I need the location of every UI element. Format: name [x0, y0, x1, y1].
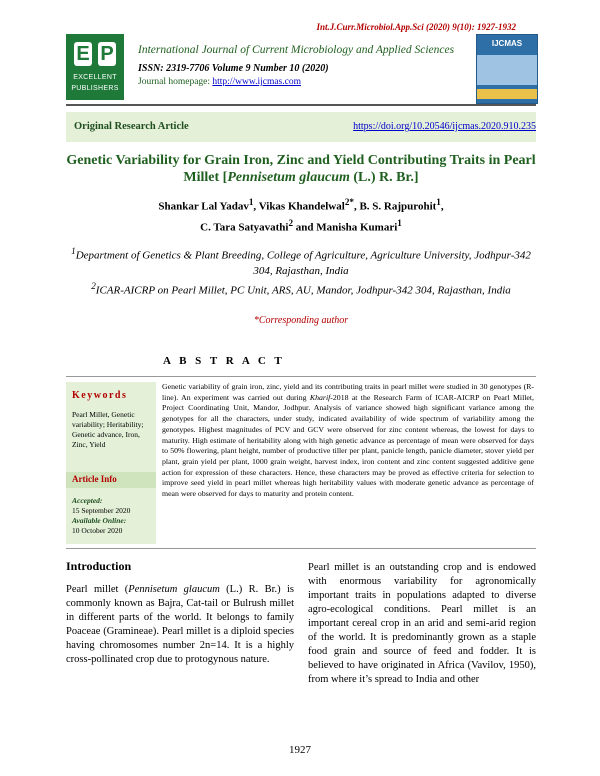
- logo-text-publishers: PUBLISHERS: [71, 85, 119, 92]
- cover-title: IJCMAS: [491, 39, 523, 48]
- title-part2: (L.) R. Br.]: [349, 170, 419, 185]
- abstract-text: [162, 382, 534, 544]
- left-text-b: (L.) R. Br.) is commonly known as Bajra, Cat-tail or Bulrush millet in different parts of the world. It belongs to family Poaceae (Gramineae). Pearl millet is a diploid species having chromosomes number 2n=14. It is a highly cross-pollinated crop due to protogynous nature.: [66, 584, 294, 665]
- author-2-affil: 2*: [344, 197, 354, 207]
- author-1-affil: 1: [248, 197, 254, 207]
- body-column-left: [66, 583, 294, 667]
- journal-cover-thumbnail: [476, 34, 538, 104]
- page-number: 1927: [289, 744, 311, 756]
- author-list: [66, 194, 536, 235]
- affiliations: [66, 244, 536, 298]
- affiliation-2-marker: 2: [91, 280, 96, 291]
- abstract-kharif: Kharif: [309, 392, 331, 402]
- issn-line: ISSN: 2319-7706 Volume 9 Number 10 (2020): [138, 63, 329, 74]
- corresponding-author-note: *Corresponding author: [253, 315, 349, 326]
- title-part1: Genetic Variability for Grain Iron, Zinc and Yield Contributing Traits in Pearl Millet [: [66, 153, 536, 185]
- left-text-a: Pearl millet (: [66, 584, 129, 595]
- journal-homepage: [138, 77, 301, 87]
- author-3-affil: 1: [436, 197, 441, 207]
- abstract-text-a: Genetic variability of grain iron, zinc, yield and its contributing traits in pearl millet were studied in 30 genotypes (R-line). An experiment was carried out during: [162, 382, 534, 402]
- introduction-heading: Introduction: [66, 559, 132, 573]
- logo-text-excellent: EXCELLENT: [73, 74, 117, 81]
- affiliation-1-marker: 1: [71, 246, 76, 256]
- accepted-label: Accepted:: [72, 496, 103, 505]
- journal-name: International Journal of Current Microbiology and Applied Sciences: [138, 44, 455, 56]
- author-5: and Manisha Kumari: [293, 221, 398, 234]
- journal-citation: Int.J.Curr.Microbiol.App.Sci (2020) 9(10): 1927-1932: [316, 22, 516, 32]
- logo-letter-p: P: [98, 42, 116, 66]
- online-label: Available Online:: [72, 516, 127, 525]
- author-2: , Vikas Khandelwal: [253, 200, 345, 213]
- logo-letter-e: E: [74, 42, 92, 66]
- keywords-list: Pearl Millet, Genetic variability; Heritability; Genetic advance, Iron, Zinc, Yield: [72, 410, 144, 449]
- affiliation-1-text: Department of Genetics & Plant Breeding, College of Agriculture, Agriculture University, Jodhpur-342 304, Rajasthan, India: [75, 249, 531, 277]
- abstract-heading: A B S T R A C T: [163, 355, 285, 367]
- author-4-affil: 2: [288, 217, 294, 228]
- online-date: 10 October 2020: [72, 526, 123, 535]
- accepted-date: 15 September 2020: [72, 506, 131, 515]
- homepage-label: Journal homepage:: [138, 77, 213, 87]
- homepage-link[interactable]: http://www.ijcmas.com: [212, 77, 301, 87]
- article-type: Original Research Article: [74, 121, 189, 132]
- title-species: Pennisetum glaucum: [227, 170, 350, 185]
- affiliation-2: [66, 279, 536, 299]
- body-column-right: Pearl millet is an outstanding crop and is endowed with enormous variability for agronomically important traits in populations adapted to diverse agro-ecological conditions. Pearl millet is an important cereal crop in an arid and semi-arid region of the world. It is predominantly grown as a staple food grain and source of feed and fodder. It is believed to have originated in Africa (Vavilov, 1950), from where it’s spread to India and other: [308, 562, 536, 685]
- left-species: Pennisetum glaucum: [128, 584, 220, 595]
- article-dates: [72, 496, 154, 536]
- abstract-top-rule: [66, 376, 536, 377]
- header-divider: [66, 104, 536, 106]
- article-info-title: Article Info: [72, 474, 117, 484]
- author-5-affil: 1: [397, 217, 402, 228]
- affiliation-2-text: ICAR-AICRP on Pearl Millet, PC Unit, ARS, AU, Mandor, Jodhpur-342 304, Rajasthan, India: [95, 284, 511, 297]
- author-separator: ,: [440, 200, 444, 213]
- author-4: C. Tara Satyavathi: [200, 221, 289, 234]
- abstract-text-b: -2018 at the Research Farm of ICAR-AICRP on Pearl Millet, Project Coordinating Unit, Mandor, Jodhpur. Analysis of variance showed high significant variance among the genotypes for all the characters, under study, indicated availability of wide spectrum of variability among the genotypes. Highest magnitudes of PCV and GCV were observed for zinc content whereas, the lowest for days to maturity. High estimate of heritability along with high genetic advance as percentage of mean were observed for days to 50% flowering, plant height, number of productive tiller per plant, panicle length, panicle diameter, stover yield per plant, grain yield per plant, 1000 grain weight, harvest index, iron content and zinc content suggested additive gene action for expression of these characters. Hence, these characters may be proved as effective criteria for selection to improve seed yield in pearl millet whereas high heritability values with moderate genetic advance as percentage of mean were observed for days to maturity and protein content.: [162, 392, 534, 499]
- author-3: , B. S. Rajpurohit: [353, 200, 437, 213]
- doi-link[interactable]: https://doi.org/10.20546/ijcmas.2020.910.235: [353, 121, 536, 132]
- cover-band: [477, 89, 537, 99]
- author-1: Shankar Lal Yadav: [158, 200, 249, 213]
- abstract-bottom-rule: [66, 548, 536, 549]
- cover-image: [477, 55, 537, 85]
- affiliation-1: [66, 244, 536, 279]
- publisher-logo: [66, 34, 124, 100]
- article-title: [66, 152, 536, 186]
- keywords-title: Keywords: [72, 390, 128, 401]
